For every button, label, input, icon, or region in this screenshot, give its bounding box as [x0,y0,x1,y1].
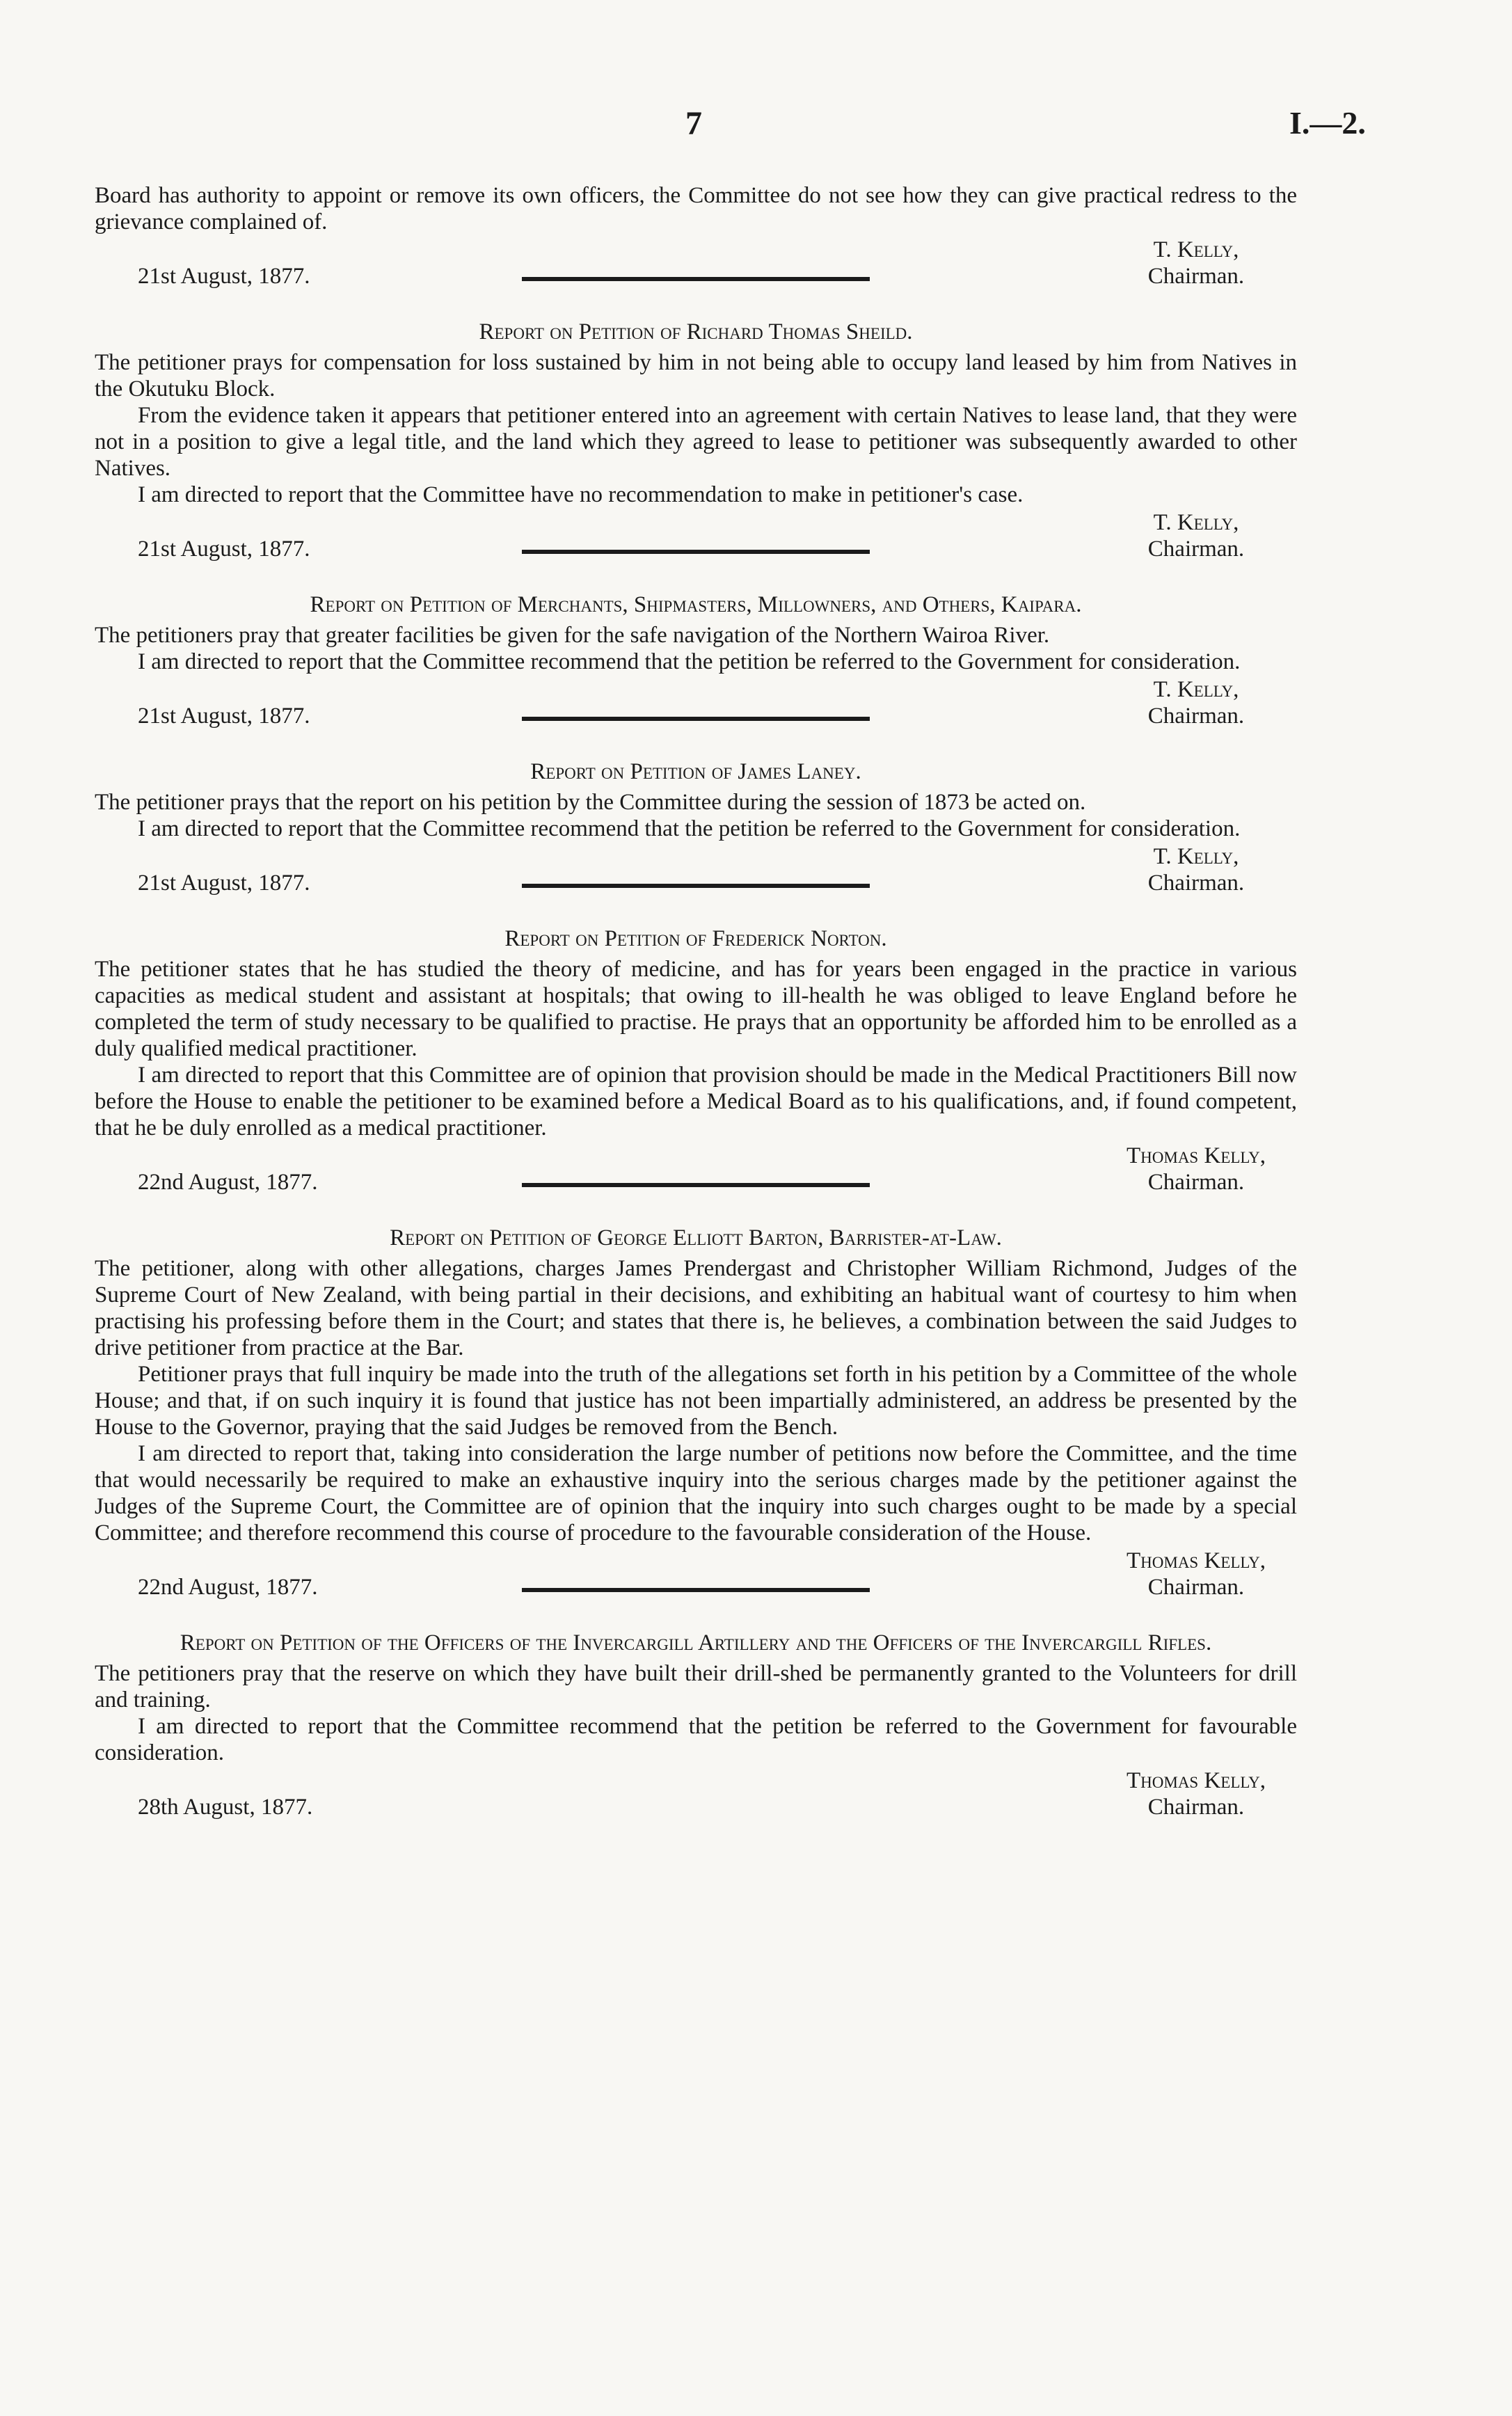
document-reference: I.—2. [1289,105,1366,141]
report-title: Report on Petition of Frederick Norton. [504,926,887,951]
report-date: 21st August, 1877. [138,871,310,896]
signature-block [95,1143,1297,1195]
signatory-name: T. Kelly, [1153,677,1239,702]
report-title: Report on Petition of the Officers of the Invercargill Artillery and the Officers of the Invercargill Rifles. [180,1630,1212,1655]
signatory-name: T. Kelly, [1153,844,1239,869]
signature-block [95,509,1297,562]
paragraph: I am directed to report that, taking into consideration the large number of petitions now before the Committee, and the time that would necessarily be required to make an exhaustive inquiry into the serious charges made by the petitioner against the Judges of the Supreme Court, the Committee are of opinion that the inquiry into such charges ought to be made by a special Committee; and therefore recommend this course of procedure to the favourable consideration of the House. [95,1441,1297,1545]
signatory-name: T. Kelly, [1153,510,1239,535]
section-divider [522,277,870,281]
report-laney [95,758,1297,896]
paragraph: I am directed to report that the Committee recommend that the petition be referred to the Government for consideration. [138,816,1241,841]
report-date: 22nd August, 1877. [138,1575,318,1600]
paragraph: I am directed to report that the Committee recommend that the petition be referred to the Government for favourable consideration. [95,1714,1297,1765]
section-divider [522,550,870,554]
page-number: 7 [685,105,702,142]
report-norton [95,925,1297,1195]
signature-block [95,1767,1297,1820]
report-title: Report on Petition of George Elliott Barton, Barrister-at-Law. [390,1225,1002,1250]
signatory-role: Chairman. [1147,704,1245,729]
report-title: Report on Petition of James Laney. [530,759,861,784]
signatory-role: Chairman. [1147,537,1245,562]
report-barton [95,1225,1297,1600]
signatory-role: Chairman. [1147,1575,1245,1600]
signature-block [95,843,1297,896]
paragraph: Petitioner prays that full inquiry be made into the truth of the allegations set forth in his petition by a Committee of the whole House; and that, if on such inquiry it is found that justice has not been impartially administered, an address be presented by the House to the Governor, praying that the said Judges be removed from the Bench. [95,1362,1297,1440]
report-title: Report on Petition of Richard Thomas Sheild. [479,319,913,344]
signatory-name: Thomas Kelly, [1126,1143,1266,1168]
signatory-role: Chairman. [1147,264,1245,289]
intro-section [95,182,1297,289]
section-divider [522,1588,870,1592]
signature-block [95,237,1297,289]
paragraph: I am directed to report that the Committee recommend that the petition be referred to the Government for consideration. [138,649,1241,674]
paragraph: I am directed to report that the Committee have no recommendation to make in petitioner's case. [138,482,1024,507]
paragraph: I am directed to report that this Committee are of opinion that provision should be made in the Medical Practitioners Bill now before the House to enable the petitioner to be examined before a Medical Board as to his qualifications, and, if found competent, that he be duly enrolled as a medical practitioner. [95,1063,1297,1141]
report-body [95,182,1297,1820]
paragraph: The petitioners pray that the reserve on which they have built their drill-shed be permanently granted to the Volunteers for drill and training. [95,1661,1297,1712]
section-divider [522,717,870,721]
report-date: 21st August, 1877. [138,264,310,289]
signatory-role: Chairman. [1147,871,1245,896]
report-date: 21st August, 1877. [138,537,310,562]
signatory-name: Thomas Kelly, [1126,1548,1266,1573]
signatory-name: Thomas Kelly, [1126,1768,1266,1793]
paragraph: The petitioner states that he has studied the theory of medicine, and has for years been engaged in the practice in various capacities as medical student and assistant at hospitals; that owing to ill-health he was obliged to leave England before he completed the term of study necessary to be qualified to practise. He prays that an opportunity be afforded him to be enrolled as a duly qualified medical practitioner. [95,957,1297,1061]
paragraph: The petitioner prays that the report on his petition by the Committee during the session of 1873 be acted on. [95,790,1086,815]
section-divider [522,884,870,888]
report-invercargill [95,1630,1297,1820]
report-date: 28th August, 1877. [138,1795,313,1820]
signatory-name: T. Kelly, [1153,237,1239,262]
signatory-role: Chairman. [1147,1170,1245,1195]
report-sheild [95,319,1297,562]
report-kaipara [95,591,1297,729]
signatory-role: Chairman. [1147,1795,1245,1820]
signature-block [95,676,1297,729]
paragraph: The petitioner, along with other allegations, charges James Prendergast and Christopher William Richmond, Judges of the Supreme Court of New Zealand, with being partial in their decisions, and exhibiting an habitual want of courtesy to him when practising his professing before them in the Court; and states that there is, he believes, a combination between the said Judges to drive petitioner from practice at the Bar. [95,1256,1297,1360]
paragraph: The petitioners pray that greater facilities be given for the safe navigation of the Northern Wairoa River. [95,623,1050,648]
report-date: 22nd August, 1877. [138,1170,318,1195]
report-date: 21st August, 1877. [138,704,310,729]
signature-block [95,1548,1297,1600]
paragraph: The petitioner prays for compensation for loss sustained by him in not being able to occupy land leased by him from Natives in the Okutuku Block. [95,350,1297,402]
paragraph: From the evidence taken it appears that petitioner entered into an agreement with certain Natives to lease land, that they were not in a position to give a legal title, and the land which they agreed to lease to petitioner was subsequently awarded to other Natives. [95,403,1297,481]
report-title: Report on Petition of Merchants, Shipmasters, Millowners, and Others, Kaipara. [310,592,1082,617]
section-divider [522,1183,870,1187]
paragraph: Board has authority to appoint or remove its own officers, the Committee do not see how they can give practical redress to the grievance complained of. [95,183,1297,235]
